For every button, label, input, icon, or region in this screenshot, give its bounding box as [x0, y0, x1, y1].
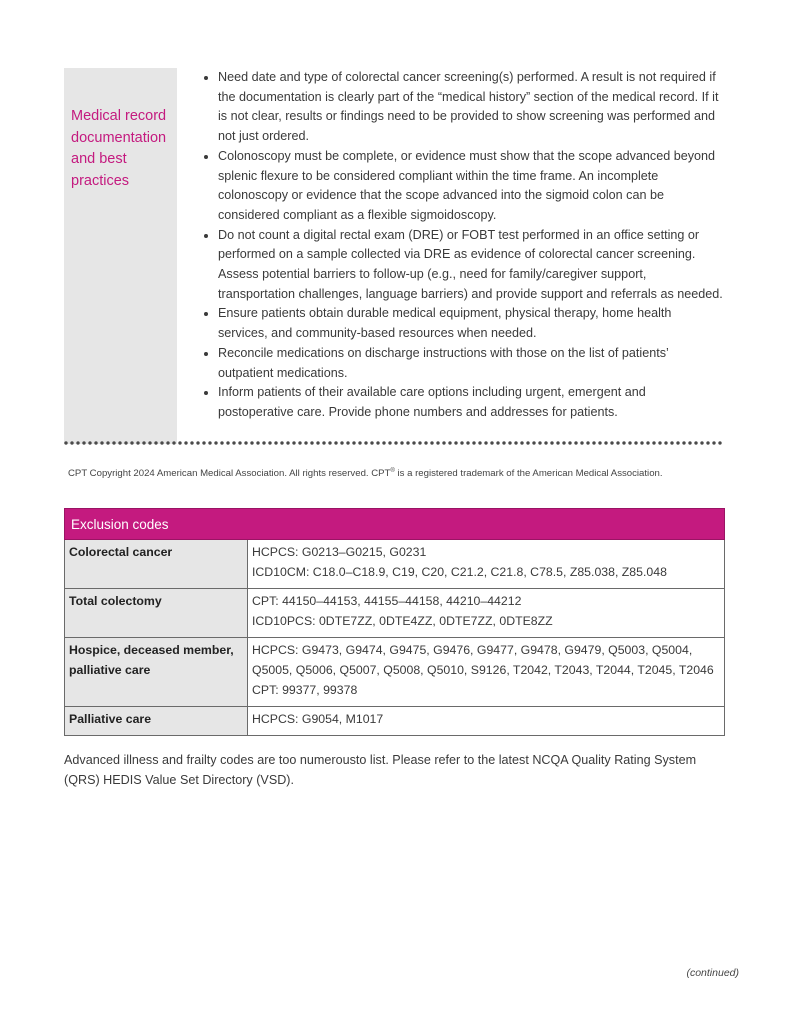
row-codes — [248, 638, 725, 707]
table-header-row — [65, 509, 725, 540]
code-line: CPT: 44150–44153, 44155–44158, 44210–44212 — [252, 594, 522, 608]
section-label: Medical record documentation and best practices — [64, 68, 177, 444]
row-label: Hospice, deceased member, palliative care — [65, 638, 248, 707]
row-label: Total colectomy — [65, 589, 248, 638]
code-line: HCPCS: G9473, G9474, G9475, G9476, G9477, G9478, G9479, Q5003, Q5004, Q5005, Q5006, Q5007, Q5008, Q5010, S9126, T2042, T2043, T2044, T2045, T2046 — [252, 643, 714, 677]
code-line: HCPCS: G9054, M1017 — [252, 712, 384, 726]
dotted-divider — [63, 440, 723, 446]
registered-mark: ® — [390, 468, 395, 474]
advanced-illness-note: Advanced illness and frailty codes are too numerousto list. Please refer to the latest NCQA Quality Rating System (QRS) HEDIS Value Set Directory (VSD). — [64, 753, 697, 787]
row-codes — [248, 707, 725, 736]
table-header: Exclusion codes — [65, 509, 725, 540]
code-line: HCPCS: G0213–G0215, G0231 — [252, 545, 427, 559]
table-row — [65, 707, 725, 736]
list-item: Need date and type of colorectal cancer screening(s) performed. A result is not required if the documentation is clearly part of the “medical history” section of the medical record. If it is not clear, results or findings need to be provided to show screening was performed and not just ordered. — [202, 68, 724, 147]
list-item: Colonoscopy must be complete, or evidence must show that the scope advanced beyond splenic flexure to be considered compliant within the time frame. An incomplete colonoscopy or evidence that the scope advanced into the sigmoid colon can be considered compliant as a flexible sigmoidoscopy. — [202, 147, 724, 226]
list-item: Do not count a digital rectal exam (DRE) or FOBT test performed in an office setting or performed on a sample collected via DRE as evidence of colorectal cancer screening. Assess potential barriers to follow-up (e.g., need for family/caregiver support, transportation challenges, language barriers) and provide support and referrals as needed. — [202, 226, 724, 305]
code-line: ICD10PCS: 0DTE7ZZ, 0DTE4ZZ, 0DTE7ZZ, 0DTE8ZZ — [252, 614, 553, 628]
list-item: Ensure patients obtain durable medical equipment, physical therapy, home health services, and community-based resources when needed. — [202, 304, 724, 343]
list-item: Inform patients of their available care options including urgent, emergent and postoperative care. Provide phone numbers and addresses for patients. — [202, 383, 724, 422]
list-item: Reconcile medications on discharge instructions with those on the list of patients’ outpatient medications. — [202, 344, 724, 383]
code-line: ICD10CM: C18.0–C18.9, C19, C20, C21.2, C21.8, C78.5, Z85.038, Z85.048 — [252, 565, 667, 579]
copyright-notice — [68, 468, 663, 479]
copyright-text: CPT Copyright 2024 American Medical Association. All rights reserved. CPT — [68, 468, 391, 480]
exclusion-codes-table — [64, 508, 725, 736]
row-label: Colorectal cancer — [65, 540, 248, 589]
best-practices-section — [64, 68, 724, 444]
table-row — [65, 638, 725, 707]
continued-label: (continued) — [686, 967, 739, 979]
table-row — [65, 540, 725, 589]
table-row — [65, 589, 725, 638]
best-practices-list — [202, 68, 724, 423]
code-line: CPT: 99377, 99378 — [252, 683, 358, 697]
row-label: Palliative care — [65, 707, 248, 736]
copyright-trademark-text: is a registered trademark of the American Medical Association. — [394, 468, 663, 480]
row-codes — [248, 589, 725, 638]
row-codes — [248, 540, 725, 589]
